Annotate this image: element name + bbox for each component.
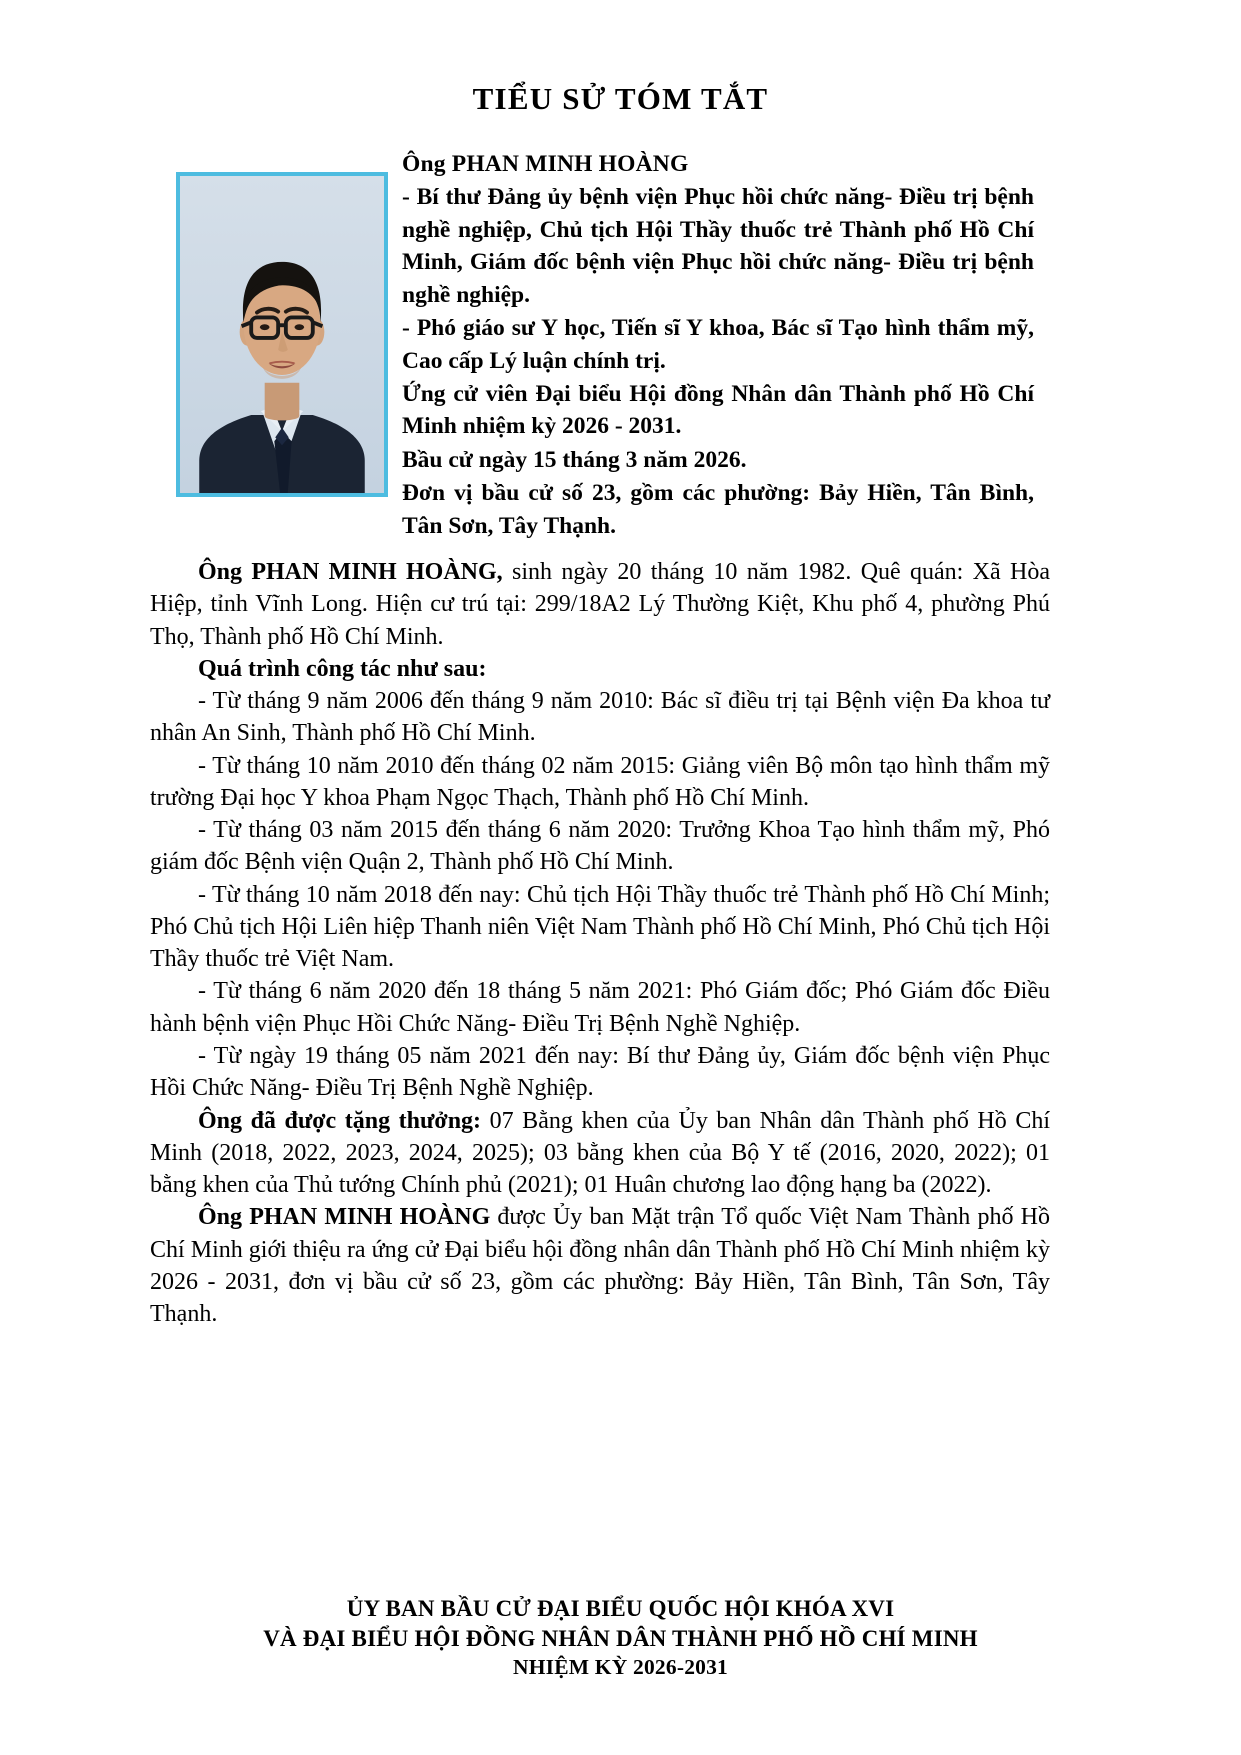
career-item: - Từ ngày 19 tháng 05 năm 2021 đến nay: Bí thư Đảng ủy, Giám đốc bệnh viện Phục Hồi Chức Năng- Điều Trị Bệnh Nghề Nghiệp.: [150, 1042, 1050, 1102]
footer-line-1: ỦY BAN BẦU CỬ ĐẠI BIỂU QUỐC HỘI KHÓA XVI: [346, 1596, 895, 1621]
electoral-unit: Đơn vị bầu cử số 23, gồm các phường: Bảy Hiền, Tân Bình, Tân Sơn, Tây Thạnh.: [402, 480, 1034, 539]
intro-name: Ông PHAN MINH HOÀNG,: [198, 559, 503, 585]
candidate-name: Ông PHAN MINH HOÀNG: [402, 151, 689, 177]
career-heading: [150, 653, 1050, 685]
career-item: - Từ tháng 9 năm 2006 đến tháng 9 năm 2010: Bác sĩ điều trị tại Bệnh viện Đa khoa tư nhân An Sinh, Thành phố Hồ Chí Minh.: [150, 688, 1050, 747]
career-item: - Từ tháng 6 năm 2020 đến 18 tháng 5 năm 2021: Phó Giám đốc; Phó Giám đốc Điều hành bệnh viện Phục Hồi Chức Năng- Điều Trị Bệnh Nghề Nghiệp.: [150, 978, 1050, 1037]
awards-label: Ông đã được tặng thưởng:: [198, 1107, 482, 1134]
candidate-header: [402, 148, 1034, 543]
election-date: Bầu cử ngày 15 tháng 3 năm 2026.: [402, 446, 747, 473]
footer-line-3: NHIỆM KỲ 2026-2031: [512, 1654, 728, 1679]
intro-paragraph: [150, 556, 1050, 653]
biography-body: [150, 556, 1050, 1330]
nomination-name: Ông PHAN MINH HOÀNG: [198, 1204, 491, 1231]
candidate-positions: - Bí thư Đảng ủy bệnh viện Phục hồi chức năng- Điều trị bệnh nghề nghiệp, Chủ tịch Hội Thầy thuốc trẻ Thành phố Hồ Chí Minh, Giám đốc bệnh viện Phục hồi chức năng- Điều trị bệnh nghề nghiệp.: [402, 184, 1034, 308]
candidate-qualifications: - Phó giáo sư Y học, Tiến sĩ Y khoa, Bác sĩ Tạo hình thẩm mỹ, Cao cấp Lý luận chính trị.: [402, 315, 1034, 374]
page-title: TIỂU SỬ TÓM TẮT: [472, 81, 769, 116]
portrait-illustration: [180, 176, 384, 493]
candidacy-statement: Ứng cử viên Đại biểu Hội đồng Nhân dân Thành phố Hồ Chí Minh nhiệm kỳ 2026 - 2031.: [402, 380, 1034, 440]
nomination-details: được Ủy ban Mặt trận Tổ quốc Việt Nam Thành phố Hồ Chí Minh giới thiệu ra ứng cử Đại biểu hội đồng nhân dân Thành phố Hồ Chí Minh nhiệm kỳ 2026 - 2031, đơn vị bầu cử số 23, gồm các phường: Bảy Hiền, Tân Bình, Tân Sơn, Tây Thạnh.: [150, 1204, 1050, 1328]
footer-line-2: VÀ ĐẠI BIỂU HỘI ĐỒNG NHÂN DÂN THÀNH PHỐ HỒ CHÍ MINH: [263, 1625, 978, 1651]
career-heading-text: Quá trình công tác như sau:: [198, 655, 487, 682]
intro-details: sinh ngày 20 tháng 10 năm 1982. Quê quán: Xã Hòa Hiệp, tỉnh Vĩnh Long. Hiện cư trú tại: 299/18A2 Lý Thường Kiệt, Khu phố 4, phường Phú Thọ, Thành phố Hồ Chí Minh.: [150, 559, 1050, 650]
nomination-paragraph: [150, 1201, 1050, 1330]
career-item: - Từ tháng 10 năm 2018 đến nay: Chủ tịch Hội Thầy thuốc trẻ Thành phố Hồ Chí Minh; Phó Chủ tịch Hội Liên hiệp Thanh niên Việt Nam Thành phố Hồ Chí Minh, Phó Chủ tịch Hội Thầy thuốc trẻ Việt Nam.: [150, 881, 1050, 973]
awards-details: 07 Bằng khen của Ủy ban Nhân dân Thành phố Hồ Chí Minh (2018, 2022, 2023, 2024, 2025); 03 bằng khen của Bộ Y tế (2016, 2020, 2022); 01 bằng khen của Thủ tướng Chính phủ (2021); 01 Huân chương lao động hạng ba (2022).: [150, 1107, 1051, 1199]
awards-paragraph: [150, 1105, 1050, 1202]
career-item: - Từ tháng 03 năm 2015 đến tháng 6 năm 2020: Trưởng Khoa Tạo hình thẩm mỹ, Phó giám đốc Bệnh viện Quận 2, Thành phố Hồ Chí Minh.: [150, 817, 1050, 876]
election-committee-footer: [0, 1594, 1241, 1682]
candidate-photo: [176, 172, 388, 497]
career-item: - Từ tháng 10 năm 2010 đến tháng 02 năm 2015: Giảng viên Bộ môn tạo hình thẩm mỹ trường Đại học Y khoa Phạm Ngọc Thạch, Thành phố Hồ Chí Minh.: [150, 752, 1050, 811]
